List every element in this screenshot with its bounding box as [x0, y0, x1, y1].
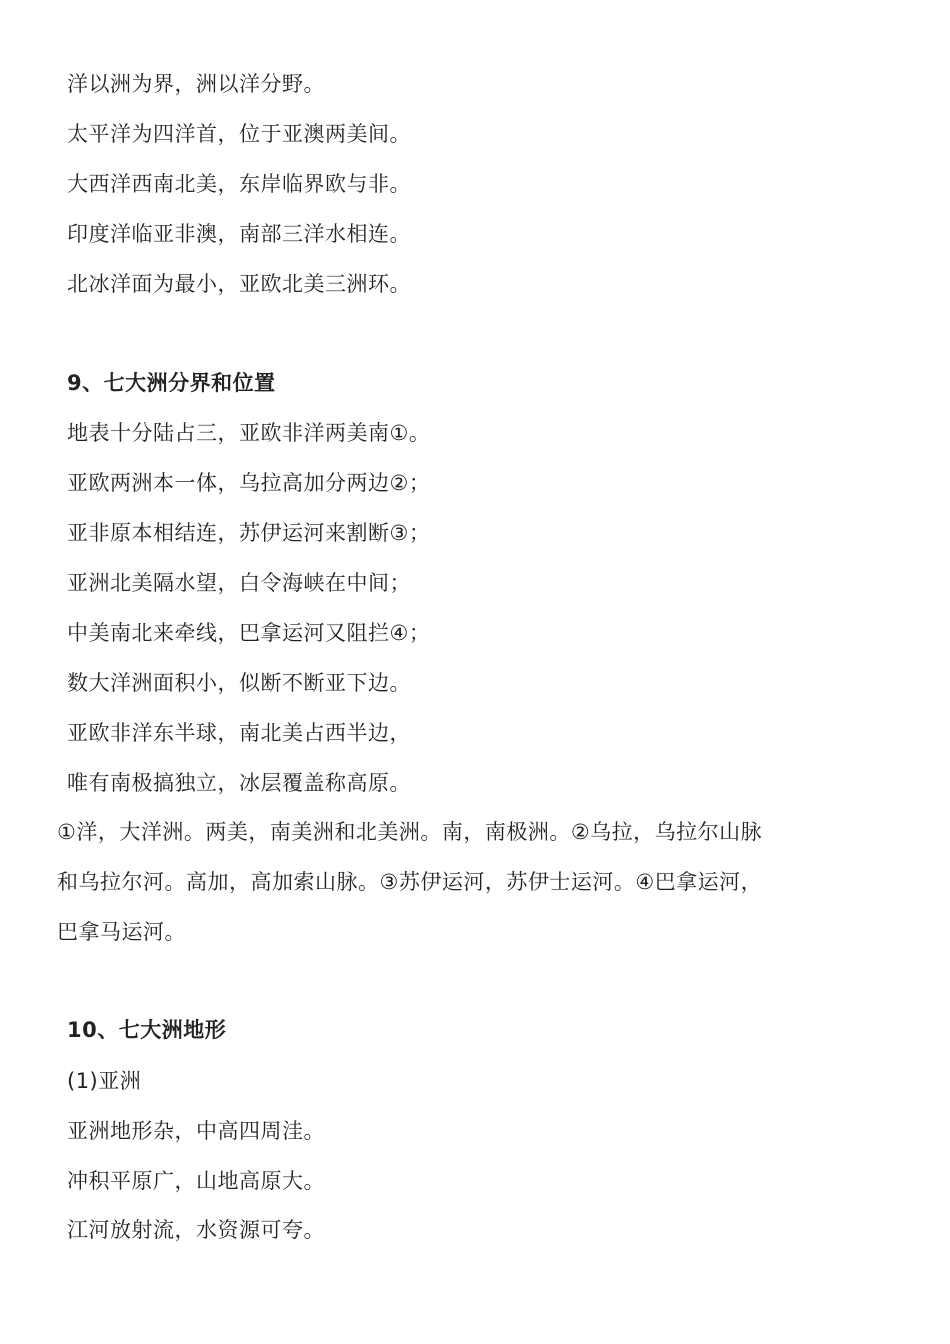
poem-line: 中美南北来牵线，巴拿运河又阻拦④； — [67, 621, 431, 645]
section-heading: 9、七大洲分界和位置 — [67, 371, 276, 395]
poem-line: 印度洋临亚非澳，南部三洋水相连。 — [67, 222, 411, 246]
poem-line: 亚欧非洋东半球，南北美占西半边， — [67, 721, 411, 745]
footnote-line: 巴拿马运河。 — [57, 920, 186, 944]
poem-line: 亚洲地形杂，中高四周洼。 — [67, 1119, 325, 1143]
section-heading: 10、七大洲地形 — [67, 1018, 227, 1042]
footnote-line: 和乌拉尔河。高加，高加索山脉。③苏伊运河，苏伊士运河。④巴拿运河， — [57, 870, 763, 894]
poem-line: 亚欧两洲本一体，乌拉高加分两边②； — [67, 471, 431, 495]
poem-line: 地表十分陆占三，亚欧非洋两美南①。 — [67, 421, 431, 445]
footnote-line: ①洋，大洋洲。两美，南美洲和北美洲。南，南极洲。②乌拉，乌拉尔山脉 — [57, 820, 763, 844]
poem-line: 北冰洋面为最小，亚欧北美三洲环。 — [67, 272, 411, 296]
poem-line: 江河放射流，水资源可夸。 — [67, 1218, 325, 1242]
poem-line: 洋以洲为界，洲以洋分野。 — [67, 72, 325, 96]
poem-line: 数大洋洲面积小，似断不断亚下边。 — [67, 671, 411, 695]
poem-line: 亚洲北美隔水望，白令海峡在中间； — [67, 571, 411, 595]
poem-line: 大西洋西南北美，东岸临界欧与非。 — [67, 172, 411, 196]
poem-line: 冲积平原广，山地高原大。 — [67, 1169, 325, 1193]
subsection-heading: (1)亚洲 — [67, 1069, 142, 1093]
poem-line: 亚非原本相结连，苏伊运河来割断③； — [67, 521, 431, 545]
poem-line: 唯有南极搞独立，冰层覆盖称高原。 — [67, 771, 411, 795]
poem-line: 太平洋为四洋首，位于亚澳两美间。 — [67, 122, 411, 146]
